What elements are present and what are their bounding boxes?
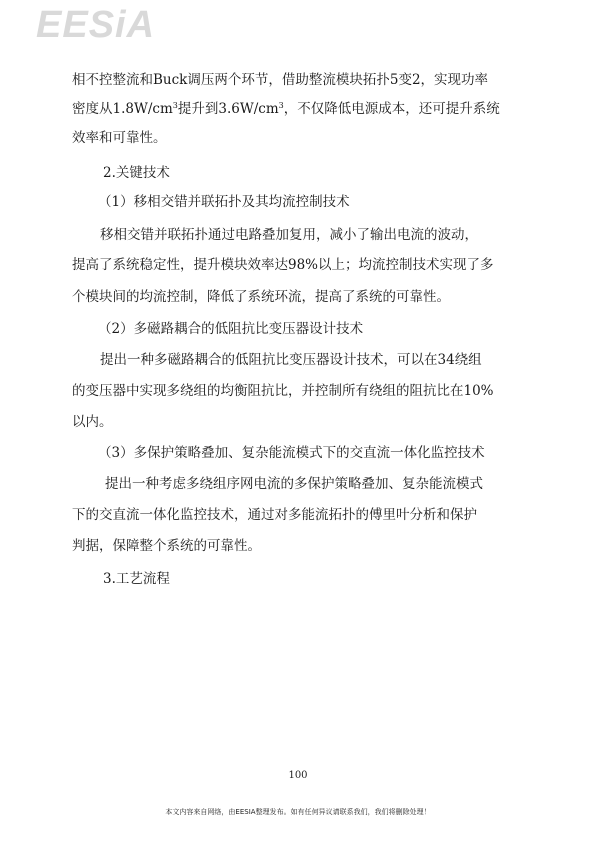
paragraph-line: 判据，保障整个系统的可靠性。 — [72, 538, 261, 554]
subsection-heading: （1）移相交错并联拓扑及其均流控制技术 — [98, 194, 350, 210]
paragraph-line — [72, 103, 500, 117]
paragraph-line: 下的交直流一体化监控技术，通过对多能流拓扑的傅里叶分析和保护 — [72, 507, 477, 523]
paragraph-line: 的变压器中实现多绕组的均衡阻抗比，并控制所有绕组的阻抗比在10% — [72, 383, 494, 399]
paragraph-line: 提出一种多磁路耦合的低阻抗比变压器设计技术，可以在34绕组 — [100, 352, 482, 368]
superscript: 3 — [172, 101, 178, 110]
footer-disclaimer: 本文内容来自网络，由EESIA整理发布。如有任何异议请联系我们，我们将删除处理！ — [165, 808, 431, 816]
subsection-heading: （2）多磁路耦合的低阻抗比变压器设计技术 — [98, 321, 364, 337]
subsection-heading: （3）多保护策略叠加、复杂能流模式下的交直流一体化监控技术 — [98, 445, 485, 461]
section-heading: 2.关键技术 — [103, 165, 170, 181]
section-heading: 3.工艺流程 — [103, 571, 170, 587]
text-run: 密度从1.8W/cm — [72, 101, 173, 117]
paragraph-line: 效率和可靠性。 — [72, 130, 167, 146]
paragraph-line: 提出一种考虑多绕组序网电流的多保护策略叠加、复杂能流模式 — [105, 476, 483, 492]
text-run: 提升到3.6W/cm — [177, 101, 279, 117]
paragraph-line: 移相交错并联拓扑通过电路叠加复用，减小了输出电流的波动， — [100, 227, 478, 243]
eesia-logo: EESiA — [36, 4, 156, 46]
paragraph-line: 个模块间的均流控制，降低了系统环流，提高了系统的可靠性。 — [72, 289, 450, 305]
paragraph-line: 提高了系统稳定性，提升模块效率达98%以上；均流控制技术实现了多 — [72, 257, 494, 273]
paragraph-line: 以内。 — [72, 414, 113, 430]
superscript: 3 — [278, 101, 284, 110]
page-number: 100 — [288, 770, 308, 781]
paragraph-line: 相不控整流和Buck调压两个环节，借助整流模块拓扑5变2，实现功率 — [72, 72, 489, 88]
text-run: ，不仅降低电源成本，还可提升系统 — [283, 101, 500, 117]
